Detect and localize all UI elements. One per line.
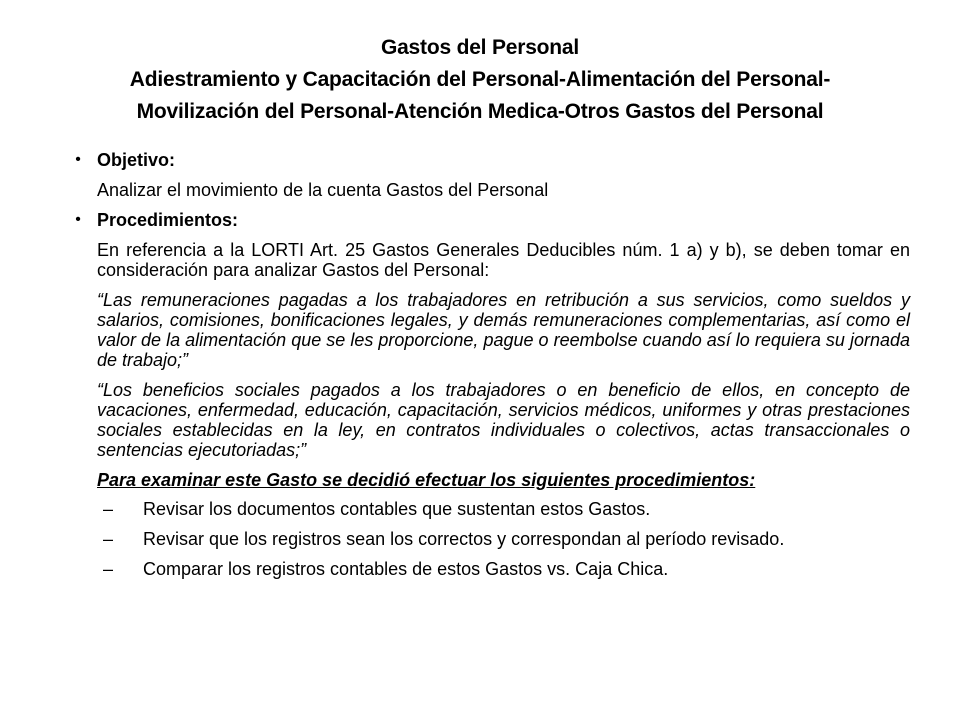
dash-icon: – <box>102 499 113 519</box>
procedure-step-text: Revisar los documentos contables que sustentan estos Gastos. <box>143 499 651 519</box>
procedimientos-item <box>70 210 910 230</box>
title-line-3: Movilización del Personal-Atención Medica-Otros Gastos del Personal <box>136 100 824 123</box>
bullet-icon: • <box>75 151 81 168</box>
dash-icon: – <box>102 559 113 579</box>
procedimientos-label: Procedimientos: <box>97 210 239 230</box>
lorti-quote-1: “Las remuneraciones pagadas a los trabajadores en retribución a sus servicios, como sueldos y salarios, comisiones, bonificaciones legales, y demás remuneraciones complementarias, así como el valor de la alimentación que se les proporcione, pague o reembolse cuando así lo requiera su jornada de trabajo;” <box>97 290 910 370</box>
title-line-2: Adiestramiento y Capacitación del Personal-Alimentación del Personal- <box>129 68 831 91</box>
objetivo-item <box>70 150 910 170</box>
slide-title <box>40 32 920 128</box>
procedimientos-intro: En referencia a la LORTI Art. 25 Gastos Generales Deducibles núm. 1 a) y b), se deben tomar en consideración para analizar Gastos del Personal: <box>97 240 910 280</box>
procedure-step <box>97 499 910 519</box>
procedure-step <box>97 559 910 579</box>
bullet-icon: • <box>75 211 81 228</box>
procedure-step <box>97 529 910 549</box>
lorti-quote-2: “Los beneficios sociales pagados a los trabajadores o en beneficio de ellos, en concepto de vacaciones, enfermedad, educación, capacitación, servicios médicos, uniformes y otras prestaciones sociales establecidas en la ley, en contratos individuales o colectivos, actas transaccionales o sentencias ejecutoriadas;” <box>97 380 910 460</box>
title-line-1: Gastos del Personal <box>380 36 580 59</box>
slide-body <box>70 150 910 589</box>
exam-heading: Para examinar este Gasto se decidió efectuar los siguientes procedimientos: <box>97 470 756 490</box>
procedure-step-text: Revisar que los registros sean los correctos y correspondan al período revisado. <box>143 529 785 549</box>
procedure-step-text: Comparar los registros contables de estos Gastos vs. Caja Chica. <box>143 559 669 579</box>
objetivo-label: Objetivo: <box>97 150 176 170</box>
objetivo-text: Analizar el movimiento de la cuenta Gastos del Personal <box>97 180 549 200</box>
procedure-steps <box>70 499 910 579</box>
dash-icon: – <box>102 529 113 549</box>
